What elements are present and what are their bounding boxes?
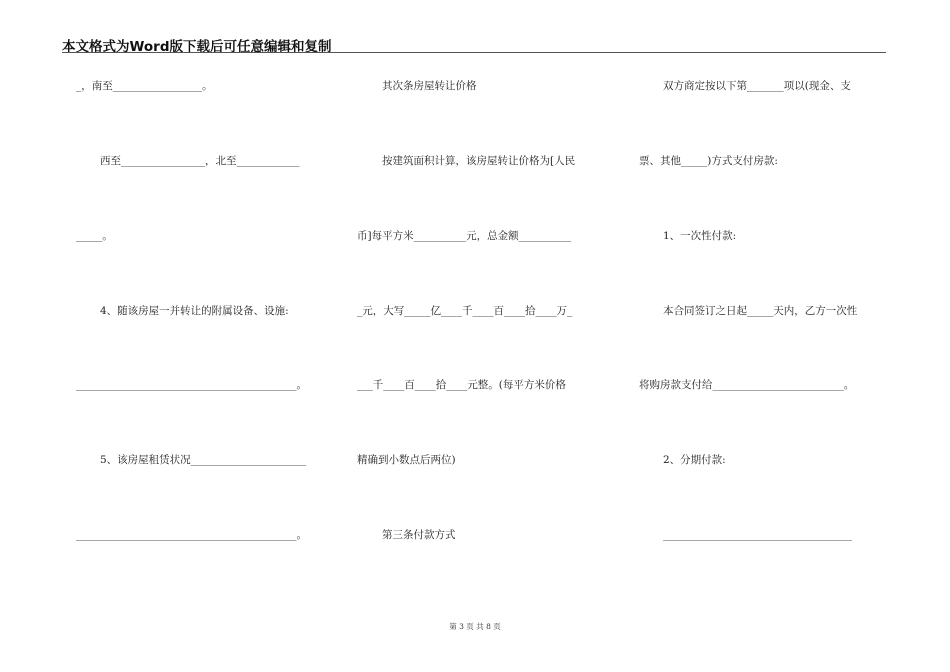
left-line-4: 4、随该房屋一并转让的附属设备、设施: xyxy=(100,305,289,317)
middle-line-4: _元，大写_____亿____千____百____拾____万_ xyxy=(357,305,573,317)
left-line-7: __________________________________________。 xyxy=(76,529,307,541)
middle-line-1: 其次条房屋转让价格 xyxy=(382,80,477,92)
left-line-3: _____。 xyxy=(76,230,113,242)
header-divider xyxy=(62,52,886,53)
middle-line-7: 第三条付款方式 xyxy=(382,529,456,541)
middle-line-2: 按建筑面积计算，该房屋转让价格为[人民 xyxy=(382,155,576,167)
document-header-title: 本文格式为Word版下载后可任意编辑和复制 xyxy=(62,39,332,55)
right-line-6: 2、分期付款: xyxy=(663,454,726,466)
right-line-7: ____________________________________ xyxy=(663,529,852,541)
right-line-3: 1、一次性付款: xyxy=(663,230,737,242)
middle-line-5: ___千____百____拾____元整。(每平方米价格 xyxy=(357,379,566,391)
right-line-2: 票、其他_____)方式支付房款: xyxy=(639,155,778,167)
right-line-5: 将购房款支付给_________________________。 xyxy=(639,379,855,391)
page-number: 第 3 页 共 8 页 xyxy=(449,622,501,631)
left-line-5: __________________________________________。 xyxy=(76,379,307,391)
left-line-2: 西至________________，北至____________ xyxy=(100,155,300,167)
left-line-6: 5、该房屋租赁状况______________________ xyxy=(100,454,307,466)
middle-line-3: 币]每平方米__________元，总金额__________ xyxy=(357,230,572,242)
right-line-1: 双方商定按以下第_______项以(现金、支 xyxy=(663,80,851,92)
middle-line-6: 精确到小数点后两位) xyxy=(357,454,456,466)
left-line-1: _，南至_________________。 xyxy=(76,80,213,92)
right-line-4: 本合同签订之日起_____天内，乙方一次性 xyxy=(663,305,858,317)
